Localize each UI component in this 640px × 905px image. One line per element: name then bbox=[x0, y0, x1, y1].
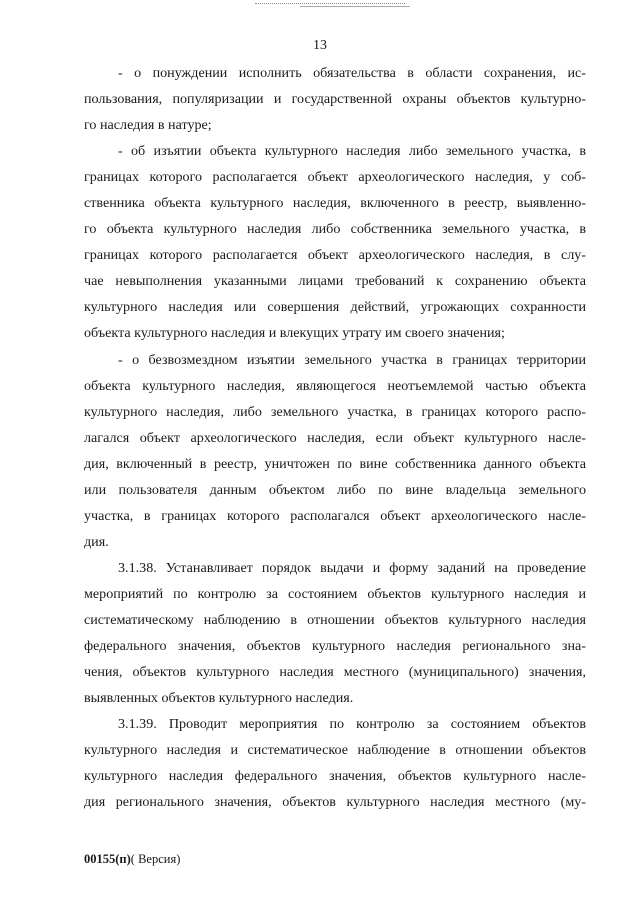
text-line: го объекта культурного наследия либо собственника земельного участка, в bbox=[84, 221, 586, 238]
text-line: - о безвозмездном изъятии земельного участка в границах территории bbox=[118, 351, 586, 368]
text-line: дия, включенный в реестр, уничтожен по вине собственника данного объекта bbox=[84, 455, 586, 472]
text-line: дия регионального значения, объектов культурного наследия местного (му- bbox=[84, 794, 586, 811]
text-line: участка, в границах которого располагался объект археологического насле- bbox=[84, 507, 586, 524]
text-line: культурного наследия и систематическое наблюдение в отношении объектов bbox=[84, 742, 586, 759]
text-line: дия. bbox=[84, 533, 109, 550]
text-line: границах которого располагается объект археологического наследия, у соб- bbox=[84, 169, 586, 186]
text-line: 3.1.38. Устанавливает порядок выдачи и форму заданий на проведение bbox=[118, 559, 586, 576]
text-line: культурного наследия, либо земельного участка, в границах которого распо- bbox=[84, 403, 586, 420]
text-line: чае невыполнения указанными лицами требований к сохранению объекта bbox=[84, 273, 586, 290]
text-line: культурного наследия федерального значения, объектов культурного насле- bbox=[84, 768, 586, 785]
text-line: го наследия в натуре; bbox=[84, 117, 212, 134]
text-line: - о понуждении исполнить обязательства в области сохранения, ис- bbox=[118, 65, 586, 81]
text-line: или пользователя данным объектом либо по вине владельца земельного bbox=[84, 481, 586, 498]
version-label: ( Версия) bbox=[130, 852, 181, 866]
document-code: 00155(п) bbox=[84, 852, 131, 866]
text-line: пользования, популяризации и государственной охраны объектов культурно- bbox=[84, 91, 586, 108]
text-line: выявленных объектов культурного наследия. bbox=[84, 690, 354, 707]
document-body bbox=[84, 60, 586, 815]
document-footer bbox=[84, 852, 180, 867]
text-line: границах которого располагается объект археологического наследия, в слу- bbox=[84, 247, 586, 264]
text-line: 3.1.39. Проводит мероприятия по контролю за состоянием объектов bbox=[118, 716, 586, 733]
text-line: ственника объекта культурного наследия, включенного в реестр, выявленно- bbox=[84, 195, 586, 212]
text-line: чения, объектов культурного наследия местного (муниципального) значения, bbox=[84, 664, 586, 681]
scan-artifact bbox=[300, 6, 410, 7]
text-line: систематическому наблюдению в отношении объектов культурного наследия bbox=[84, 611, 586, 628]
text-line: объекта культурного наследия и влекущих утрату им своего значения; bbox=[84, 325, 505, 342]
page-number: 13 bbox=[313, 38, 327, 53]
text-line: мероприятий по контролю за состоянием объектов культурного наследия и bbox=[84, 585, 586, 602]
text-line: объекта культурного наследия, являющегося неотъемлемой частью объекта bbox=[84, 377, 586, 394]
text-line: - об изъятии объекта культурного наследия либо земельного участка, в bbox=[118, 143, 586, 160]
text-line: лагался объект археологического наследия, если объект культурного насле- bbox=[84, 429, 586, 446]
text-line: федерального значения, объектов культурного наследия регионального зна- bbox=[84, 638, 586, 655]
text-line: культурного наследия или совершения действий, угрожающих сохранности bbox=[84, 299, 586, 316]
